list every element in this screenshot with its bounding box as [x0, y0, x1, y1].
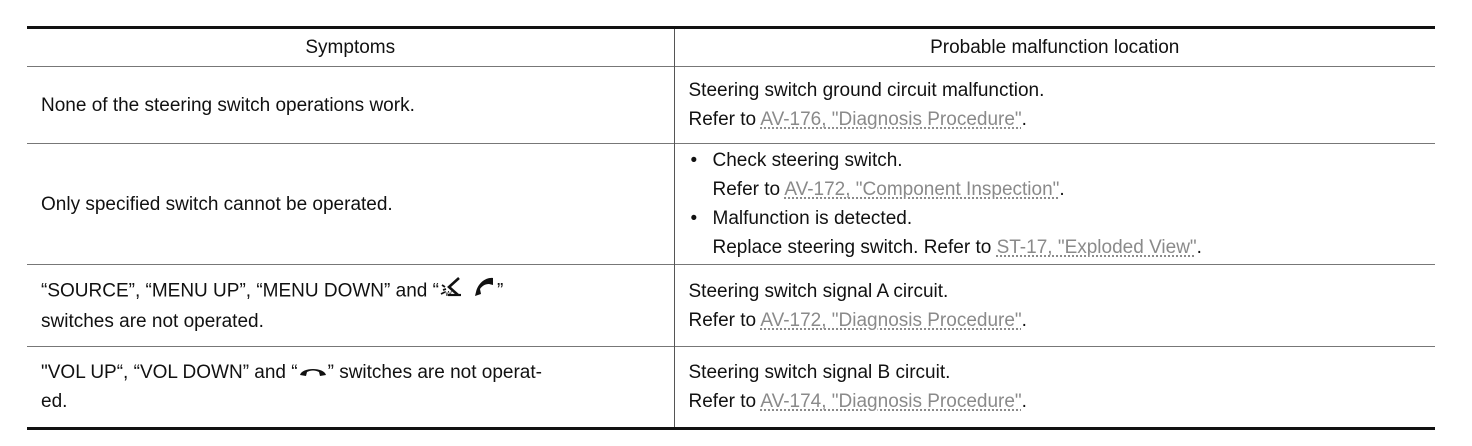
refer-line	[689, 306, 1422, 335]
table-row	[27, 347, 1435, 429]
symptom-cell	[27, 347, 674, 429]
symptom-line2: ed.	[41, 391, 68, 413]
refer-prefix: Replace steering switch. Refer to	[712, 237, 997, 258]
symptom-text-part2: ”	[496, 280, 504, 302]
bullet-icon: •	[690, 208, 698, 229]
reference-link[interactable]: AV-176, "Diagnosis Procedure"	[760, 109, 1022, 130]
header-symptoms: Symptoms	[305, 37, 396, 58]
location-text: Steering switch signal B circuit.	[688, 362, 951, 383]
svg-text:W: W	[444, 289, 452, 298]
symptom-line	[41, 358, 660, 387]
location-cell	[674, 347, 1435, 429]
symptom-table	[27, 26, 1435, 430]
location-cell	[674, 67, 1435, 144]
refer-prefix: Refer to	[712, 179, 785, 200]
bullet-icon: •	[690, 150, 698, 171]
refer-line	[713, 233, 1422, 262]
reference-link[interactable]: ST-17, "Exploded View"	[996, 237, 1197, 258]
symptom-text-part1: “SOURCE”, “MENU UP”, “MENU DOWN” and “	[41, 280, 439, 302]
voice-recognition-icon	[439, 276, 465, 307]
symptom-text: Only specified switch cannot be operated.	[41, 193, 393, 215]
refer-suffix: .	[1021, 309, 1027, 331]
bullet-list	[689, 146, 1422, 262]
symptom-cell	[27, 265, 674, 347]
refer-prefix: Refer to	[688, 391, 761, 412]
refer-prefix: Refer to	[688, 309, 761, 331]
location-cell	[674, 265, 1435, 347]
symptom-cell	[27, 144, 674, 265]
phone-pickup-icon	[473, 276, 497, 307]
refer-suffix: .	[1021, 109, 1027, 130]
refer-line	[689, 387, 1422, 416]
refer-line	[689, 105, 1422, 134]
symptom-cell	[27, 67, 674, 144]
bullet-text: Malfunction is detected.	[712, 208, 913, 229]
reference-link[interactable]: AV-172, "Component Inspection"	[784, 179, 1060, 200]
table-row	[27, 67, 1435, 144]
location-cell	[674, 144, 1435, 265]
refer-suffix: .	[1021, 391, 1027, 412]
list-item	[689, 204, 1422, 262]
refer-line	[713, 175, 1422, 204]
phone-hangup-icon	[298, 358, 328, 387]
location-text: Steering switch ground circuit malfunction.	[688, 80, 1045, 101]
document-page	[27, 26, 1435, 430]
refer-suffix: .	[1196, 237, 1202, 258]
refer-prefix: Refer to	[688, 109, 761, 130]
bullet-text: Check steering switch.	[712, 150, 903, 171]
header-probable-malfunction-location: Probable malfunction location	[674, 28, 1435, 67]
list-item	[689, 146, 1422, 204]
symptom-text-part1: "VOL UP“, “VOL DOWN” and “	[41, 361, 298, 383]
table-row	[27, 265, 1435, 347]
symptom-text-part2: ” switches are not operat-	[327, 361, 542, 383]
table-header-row	[27, 28, 1435, 67]
symptom-line2: switches are not operated.	[41, 310, 264, 332]
reference-link[interactable]: AV-174, "Diagnosis Procedure"	[760, 391, 1022, 412]
reference-link[interactable]: AV-172, "Diagnosis Procedure"	[760, 309, 1022, 331]
symptom-text: None of the steering switch operations work.	[41, 94, 415, 116]
symptom-line	[41, 276, 660, 307]
table-row	[27, 144, 1435, 265]
refer-suffix: .	[1059, 179, 1065, 200]
location-text: Steering switch signal A circuit.	[688, 280, 949, 302]
